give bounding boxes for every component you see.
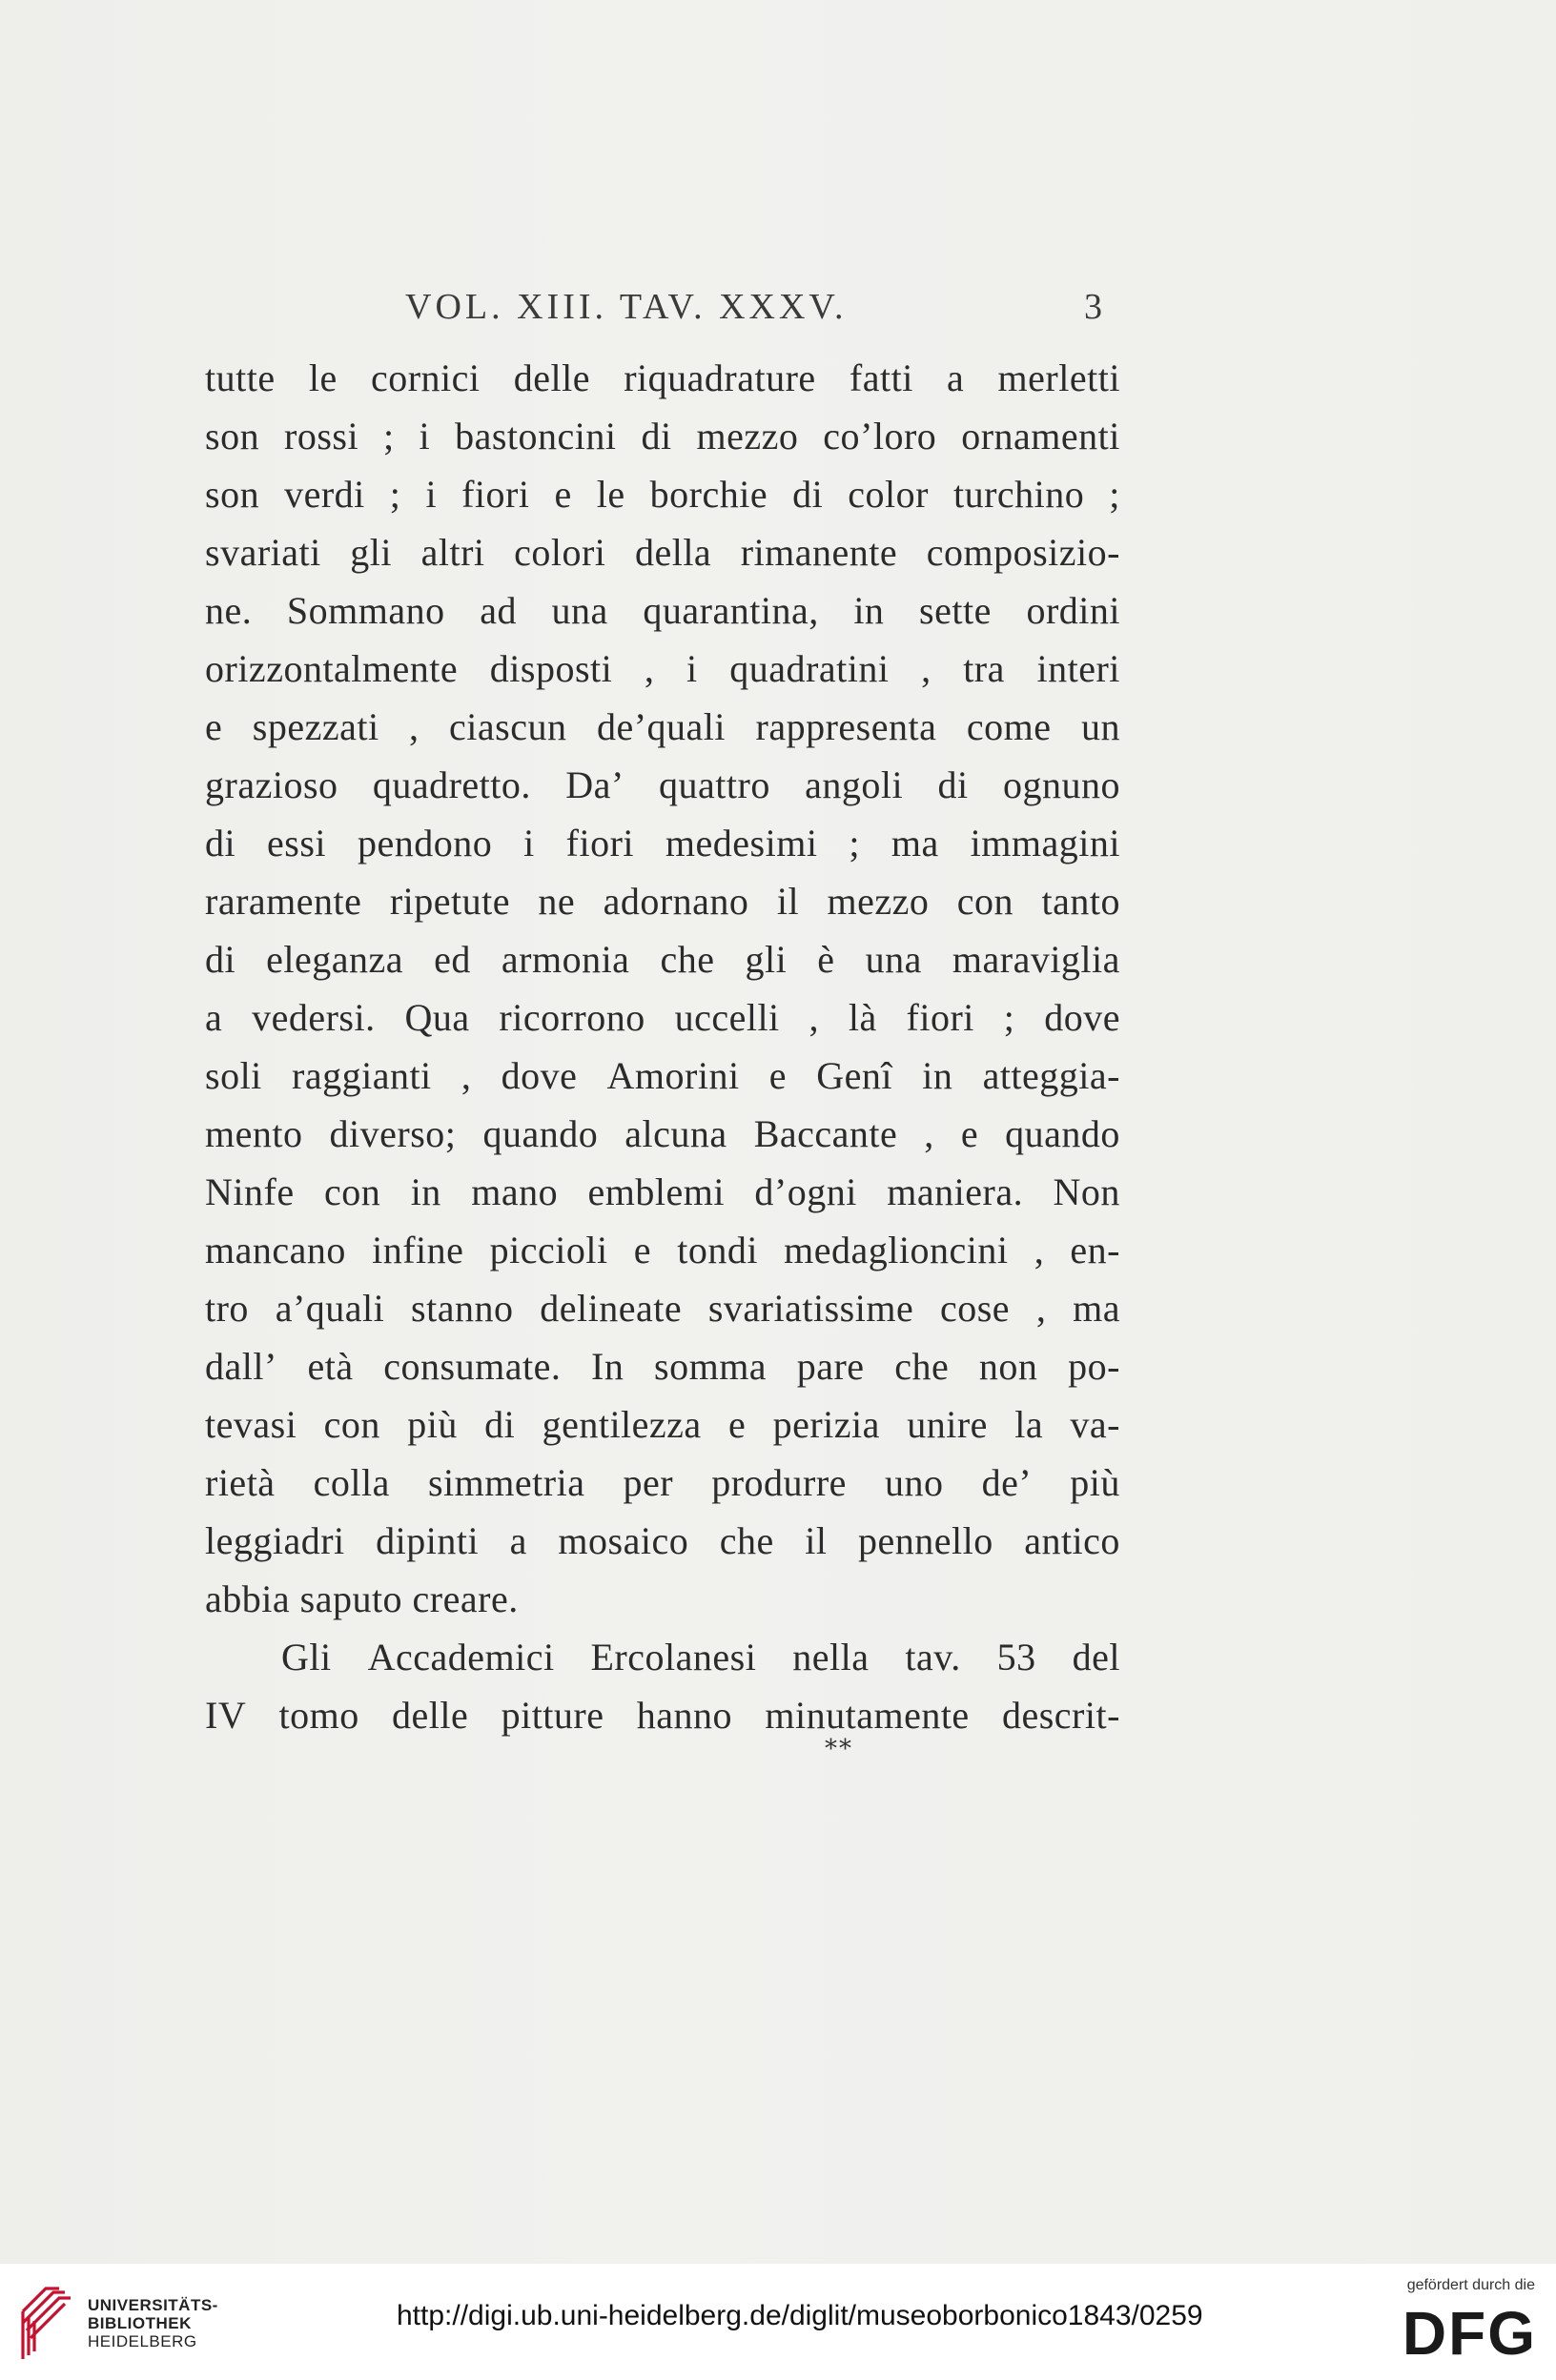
word: del — [1072, 1636, 1120, 1678]
word: , — [809, 996, 819, 1039]
word: più — [1070, 1461, 1120, 1504]
word: più — [407, 1403, 458, 1446]
word: a — [509, 1519, 527, 1562]
word: i — [419, 415, 431, 458]
word: quando — [1005, 1112, 1120, 1155]
word: tra — [963, 647, 1005, 690]
word: la — [1014, 1403, 1044, 1446]
word: riquadrature — [624, 356, 816, 399]
word: en- — [1070, 1229, 1120, 1271]
word: uno — [885, 1461, 944, 1504]
text-line — [205, 756, 1120, 814]
word: va- — [1070, 1403, 1120, 1446]
word: e — [768, 1054, 788, 1097]
body-text — [205, 349, 1120, 1744]
text-line — [205, 930, 1120, 988]
word: composizio- — [926, 531, 1120, 574]
word: rappresenta — [755, 705, 937, 748]
word: stanno — [411, 1287, 514, 1330]
word: unire — [907, 1403, 988, 1446]
word: mosaico — [558, 1519, 689, 1562]
text-line — [205, 465, 1120, 523]
word: con — [956, 880, 1014, 923]
word: Da’ — [565, 763, 624, 806]
word: dove — [1044, 996, 1120, 1039]
word: che — [719, 1519, 774, 1562]
word: i — [686, 647, 698, 690]
word: d’ogni — [754, 1170, 857, 1213]
word: quadretto. — [372, 763, 531, 806]
word: fiori — [461, 473, 530, 516]
word: gli — [745, 938, 788, 981]
word: i — [523, 822, 535, 865]
word: tav. — [905, 1636, 961, 1678]
word: Accademici — [367, 1636, 555, 1678]
word: ne. — [205, 589, 253, 632]
word: svariati — [205, 531, 321, 574]
word: che — [894, 1345, 950, 1388]
word: rietà — [205, 1461, 276, 1504]
page-url-link[interactable]: http://digi.ub.uni-heidelberg.de/diglit/museoborbonico1843/0259 — [397, 2300, 1203, 2331]
word: ornamenti — [961, 415, 1120, 458]
word: , — [1035, 1287, 1047, 1330]
word: orizzontalmente — [205, 647, 459, 690]
word: ricorrono — [499, 996, 645, 1039]
text-line-content: abbia saputo creare. — [205, 1577, 519, 1620]
text-line — [205, 1105, 1120, 1163]
word: i — [425, 473, 438, 516]
word: quando — [482, 1112, 599, 1155]
word: soli — [205, 1054, 262, 1097]
word: essi — [267, 822, 327, 865]
word: colori — [514, 531, 606, 574]
word: somma — [654, 1345, 768, 1388]
word: Gli — [281, 1636, 332, 1678]
word: IV — [205, 1694, 247, 1737]
word: adornano — [603, 880, 749, 923]
word: ; — [389, 473, 401, 516]
word: borchie — [649, 473, 768, 516]
word: un — [1080, 705, 1120, 748]
text-line — [205, 581, 1120, 640]
word: mezzo — [827, 880, 930, 923]
word: In — [591, 1345, 624, 1388]
word: Amorini — [606, 1054, 740, 1097]
word: immagini — [970, 822, 1120, 865]
word: rossi — [284, 415, 359, 458]
word: de’ — [981, 1461, 1033, 1504]
text-line — [205, 1628, 1120, 1686]
word: e — [554, 473, 572, 516]
word: , — [461, 1054, 472, 1097]
word: tutte — [205, 356, 276, 399]
word: pennello — [857, 1519, 993, 1562]
word: in — [853, 589, 885, 632]
word: cornici — [370, 356, 481, 399]
word: fiori — [565, 822, 635, 865]
word: Ninfe — [205, 1170, 295, 1213]
text-line — [205, 1570, 1120, 1628]
word: delle — [513, 356, 590, 399]
word: armonia — [501, 938, 630, 981]
word: ordini — [1026, 589, 1120, 632]
word: dove — [501, 1054, 578, 1097]
running-head — [405, 286, 1106, 334]
word: piccioli — [489, 1229, 608, 1271]
word: vedersi. — [252, 996, 376, 1039]
word: quarantina, — [643, 589, 819, 632]
word: ne — [538, 880, 576, 923]
word: tomo — [278, 1694, 359, 1737]
word: ognuno — [1002, 763, 1120, 806]
word: e — [205, 705, 223, 748]
signature-mark: ** — [825, 1735, 853, 1763]
word: descrit- — [1001, 1694, 1120, 1737]
text-line — [205, 640, 1120, 698]
word: minutamente — [765, 1694, 970, 1737]
word: fiori — [906, 996, 974, 1039]
word: una — [551, 589, 608, 632]
word: Qua — [404, 996, 470, 1039]
word: a — [205, 996, 223, 1039]
text-line — [205, 814, 1120, 872]
word: nella — [792, 1636, 870, 1678]
word: tro — [205, 1287, 249, 1330]
text-line — [205, 988, 1120, 1047]
word: mano — [471, 1170, 559, 1213]
word: mancano — [205, 1229, 346, 1271]
word: ma — [891, 822, 939, 865]
word: gentilezza — [542, 1403, 702, 1446]
word: produrre — [711, 1461, 847, 1504]
word: merletti — [997, 356, 1120, 399]
word: de’quali — [596, 705, 727, 748]
text-line — [205, 407, 1120, 465]
text-line — [205, 1395, 1120, 1454]
word: cose — [939, 1287, 1011, 1330]
funded-by-label: gefördert durch die — [1406, 2277, 1535, 2293]
word: di — [205, 822, 236, 865]
word: le — [596, 473, 625, 516]
word: alcuna — [624, 1112, 727, 1155]
word: il — [776, 880, 800, 923]
text-line — [205, 872, 1120, 930]
word: eleganza — [266, 938, 404, 981]
word: verdi — [284, 473, 365, 516]
word: pendono — [357, 822, 493, 865]
word: a’quali — [275, 1287, 385, 1330]
text-line — [205, 349, 1120, 407]
word: , — [921, 647, 932, 690]
word: quattro — [659, 763, 770, 806]
word: e — [728, 1403, 747, 1446]
word: con — [324, 1170, 381, 1213]
text-line — [205, 1221, 1120, 1279]
word: consumate. — [383, 1345, 562, 1388]
word: antico — [1024, 1519, 1120, 1562]
word: là — [848, 996, 877, 1039]
word: sette — [919, 589, 992, 632]
word: Genî — [816, 1054, 893, 1097]
text-line — [205, 1279, 1120, 1337]
word: pare — [796, 1345, 865, 1388]
word: ripetute — [389, 880, 510, 923]
library-name-line-2: BIBLIOTHEK — [88, 2314, 192, 2332]
word: uccelli — [674, 996, 780, 1039]
word: in — [922, 1054, 953, 1097]
word: leggiadri — [205, 1519, 345, 1562]
word: ad — [480, 589, 517, 632]
word: di — [205, 938, 236, 981]
word: po- — [1068, 1345, 1120, 1388]
word: ; — [383, 415, 395, 458]
text-line — [205, 1337, 1120, 1395]
word: disposti — [489, 647, 613, 690]
text-line — [205, 1686, 1120, 1744]
word: , — [1034, 1229, 1045, 1271]
text-line — [205, 698, 1120, 756]
word: gli — [350, 531, 393, 574]
word: tondi — [677, 1229, 758, 1271]
word: , — [924, 1112, 934, 1155]
word: co’loro — [823, 415, 937, 458]
word: spezzati — [252, 705, 379, 748]
word: altri — [420, 531, 485, 574]
word: ; — [1109, 473, 1120, 516]
word: son — [205, 415, 260, 458]
word: che — [660, 938, 715, 981]
word: con — [323, 1403, 380, 1446]
university-library-logo-icon — [17, 2283, 76, 2363]
word: Non — [1053, 1170, 1120, 1213]
word: raramente — [205, 880, 362, 923]
word: svariatissime — [707, 1287, 914, 1330]
word: le — [308, 356, 338, 399]
word: ed — [434, 938, 471, 981]
dfg-logo: DFG — [1402, 2299, 1537, 2368]
word: ; — [849, 822, 860, 865]
word: è — [817, 938, 835, 981]
word: della — [634, 531, 712, 574]
word: medaglioncini — [784, 1229, 1009, 1271]
word: raggianti — [292, 1054, 432, 1097]
word: emblemi — [587, 1170, 725, 1213]
running-head-title: VOL. XIII. TAV. XXXV. — [405, 287, 848, 327]
word: 53 — [996, 1636, 1036, 1678]
word: fatti — [849, 356, 913, 399]
word: Ercolanesi — [590, 1636, 757, 1678]
word: il — [805, 1519, 828, 1562]
word: di — [937, 763, 969, 806]
word: mento — [205, 1112, 303, 1155]
word: e — [960, 1112, 979, 1155]
word: medesimi — [665, 822, 818, 865]
footer-bar — [0, 2264, 1556, 2380]
library-name-line-3: HEIDELBERG — [88, 2332, 197, 2350]
word: bastoncini — [455, 415, 617, 458]
text-line — [205, 1047, 1120, 1105]
word: delineate — [540, 1287, 683, 1330]
word: mezzo — [696, 415, 799, 458]
word: grazioso — [205, 763, 338, 806]
text-line — [205, 523, 1120, 581]
word: ciascun — [449, 705, 567, 748]
word: una — [865, 938, 922, 981]
word: angoli — [805, 763, 904, 806]
text-line — [205, 1454, 1120, 1512]
word: ma — [1073, 1287, 1120, 1330]
word: rimanente — [740, 531, 898, 574]
word: son — [205, 473, 260, 516]
word: , — [409, 705, 420, 748]
page-number: 3 — [1084, 287, 1106, 327]
text-line — [205, 1512, 1120, 1570]
word: hanno — [636, 1694, 733, 1737]
word: e — [633, 1229, 652, 1271]
word: maniera. — [887, 1170, 1024, 1213]
word: come — [966, 705, 1052, 748]
word: ; — [1003, 996, 1015, 1039]
word: per — [623, 1461, 674, 1504]
word: simmetria — [427, 1461, 585, 1504]
word: pitture — [501, 1694, 604, 1737]
text-line — [205, 1163, 1120, 1221]
word: , — [644, 647, 655, 690]
word: tevasi — [205, 1403, 297, 1446]
word: delle — [392, 1694, 469, 1737]
word: color — [848, 473, 929, 516]
word: quadratini — [729, 647, 890, 690]
word: infine — [372, 1229, 464, 1271]
word: di — [641, 415, 672, 458]
word: perizia — [772, 1403, 880, 1446]
word: turchino — [952, 473, 1085, 516]
word: dipinti — [376, 1519, 480, 1562]
word: a — [947, 356, 965, 399]
word: Sommano — [286, 589, 445, 632]
word: Baccante — [753, 1112, 898, 1155]
word: colla — [313, 1461, 390, 1504]
word: non — [978, 1345, 1038, 1388]
word: età — [307, 1345, 354, 1388]
word: interi — [1036, 647, 1120, 690]
university-library-name — [88, 2296, 218, 2350]
library-name-line-1: UNIVERSITÄTS- — [88, 2296, 218, 2314]
word: atteggia- — [982, 1054, 1120, 1097]
word: di — [484, 1403, 516, 1446]
word: di — [792, 473, 824, 516]
word: tanto — [1041, 880, 1120, 923]
word: dall’ — [205, 1345, 277, 1388]
word: maraviglia — [952, 938, 1120, 981]
word: in — [410, 1170, 441, 1213]
word: diverso; — [329, 1112, 457, 1155]
